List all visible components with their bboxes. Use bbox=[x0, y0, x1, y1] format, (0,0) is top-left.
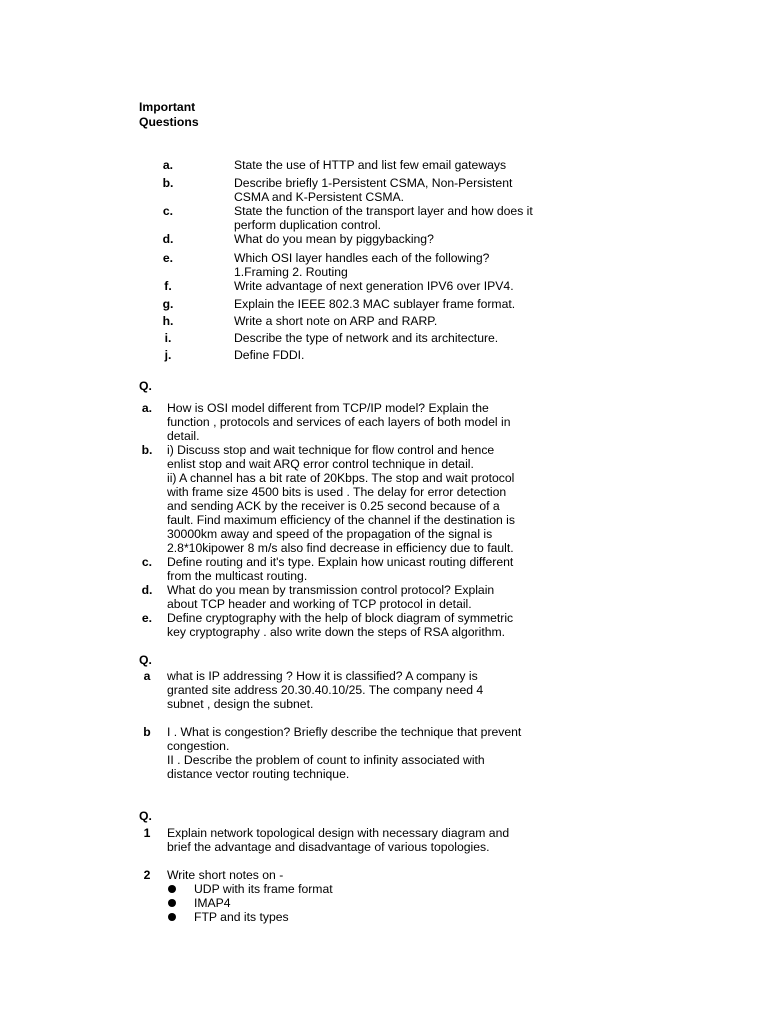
item-label: c. bbox=[141, 555, 153, 569]
item-text: State the function of the transport layer and how does it bbox=[234, 204, 533, 218]
item-text: Define routing and it's type. Explain how unicast routing different bbox=[167, 555, 514, 569]
item-label: 2 bbox=[143, 868, 151, 882]
item-text: II . Describe the problem of count to infinity associated with bbox=[167, 753, 485, 767]
item-text: granted site address 20.30.40.10/25. The company need 4 bbox=[167, 683, 484, 697]
page-heading: Important Questions bbox=[139, 100, 199, 129]
item-text: 1.Framing 2. Routing bbox=[234, 265, 348, 279]
item-text: distance vector routing technique. bbox=[167, 767, 350, 781]
item-text: I . What is congestion? Briefly describe the technique that prevent bbox=[167, 725, 522, 739]
item-text: key cryptography . also write down the steps of RSA algorithm. bbox=[167, 625, 506, 639]
item-text: What do you mean by piggybacking? bbox=[234, 232, 434, 246]
item-text: fault. Find maximum efficiency of the channel if the destination is bbox=[167, 513, 515, 527]
item-label: d. bbox=[141, 583, 153, 597]
item-text: brief the advantage and disadvantage of various topologies. bbox=[167, 840, 490, 854]
item-text: congestion. bbox=[167, 739, 230, 753]
item-text: perform duplication control. bbox=[234, 218, 381, 232]
item-label: a. bbox=[162, 158, 174, 172]
section-2-heading: Q. bbox=[139, 379, 152, 393]
bullet-text: FTP and its types bbox=[194, 910, 289, 924]
item-text: 30000km away and speed of the propagation of the signal is bbox=[167, 527, 493, 541]
item-label: b bbox=[143, 725, 151, 739]
item-label: e. bbox=[162, 251, 174, 265]
item-label: f. bbox=[164, 279, 172, 293]
item-text: i) Discuss stop and wait technique for flow control and hence bbox=[167, 443, 495, 457]
item-label: h. bbox=[162, 314, 174, 328]
item-text: 2.8*10kipower 8 m/s also find decrease in efficiency due to fault. bbox=[167, 541, 514, 555]
item-label: j. bbox=[164, 348, 172, 362]
bullet-icon bbox=[168, 885, 176, 893]
item-text: Define cryptography with the help of block diagram of symmetric bbox=[167, 611, 514, 625]
item-text: Write a short note on ARP and RARP. bbox=[234, 314, 438, 328]
item-text: Explain network topological design with necessary diagram and bbox=[167, 826, 510, 840]
item-text: Define FDDI. bbox=[234, 348, 305, 362]
item-label: a. bbox=[141, 401, 153, 415]
item-label: b. bbox=[162, 176, 174, 190]
item-text: Describe briefly 1-Persistent CSMA, Non-Persistent bbox=[234, 176, 513, 190]
item-text: Describe the type of network and its architecture. bbox=[234, 331, 499, 345]
item-text: State the use of HTTP and list few email gateways bbox=[234, 158, 507, 172]
bullet-icon bbox=[168, 913, 176, 921]
bullet-text: UDP with its frame format bbox=[194, 882, 333, 896]
section-4-heading: Q. bbox=[139, 809, 152, 823]
item-label: 1 bbox=[143, 826, 151, 840]
section-3-heading: Q. bbox=[139, 653, 152, 667]
item-label: g. bbox=[162, 297, 174, 311]
item-label: b. bbox=[141, 443, 153, 457]
item-text: Write advantage of next generation IPV6 over IPV4. bbox=[234, 279, 514, 293]
item-label: e. bbox=[141, 611, 153, 625]
item-text: Explain the IEEE 802.3 MAC sublayer frame format. bbox=[234, 297, 516, 311]
item-text: about TCP header and working of TCP protocol in detail. bbox=[167, 597, 472, 611]
bullet-icon bbox=[168, 899, 176, 907]
item-text: What do you mean by transmission control protocol? Explain bbox=[167, 583, 495, 597]
bullet-text: IMAP4 bbox=[194, 896, 231, 910]
item-text: enlist stop and wait ARQ error control technique in detail. bbox=[167, 457, 474, 471]
item-text: and sending ACK by the receiver is 0.25 second because of a bbox=[167, 499, 500, 513]
item-label: a bbox=[143, 669, 151, 683]
item-text: ii) A channel has a bit rate of 20Kbps. The stop and wait protocol bbox=[167, 471, 515, 485]
item-label: c. bbox=[162, 204, 174, 218]
item-label: i. bbox=[164, 331, 172, 345]
item-text: CSMA and K-Persistent CSMA. bbox=[234, 190, 405, 204]
item-text: from the multicast routing. bbox=[167, 569, 308, 583]
item-text: Which OSI layer handles each of the following? bbox=[234, 251, 490, 265]
item-text: with frame size 4500 bits is used . The delay for error detection bbox=[167, 485, 507, 499]
item-text: How is OSI model different from TCP/IP model? Explain the bbox=[167, 401, 489, 415]
item-text: function , protocols and services of each layers of both model in bbox=[167, 415, 511, 429]
item-label: d. bbox=[162, 232, 174, 246]
item-text: what is IP addressing ? How it is classified? A company is bbox=[167, 669, 478, 683]
item-text: Write short notes on - bbox=[167, 868, 284, 882]
item-text: detail. bbox=[167, 429, 200, 443]
item-text: subnet , design the subnet. bbox=[167, 697, 314, 711]
